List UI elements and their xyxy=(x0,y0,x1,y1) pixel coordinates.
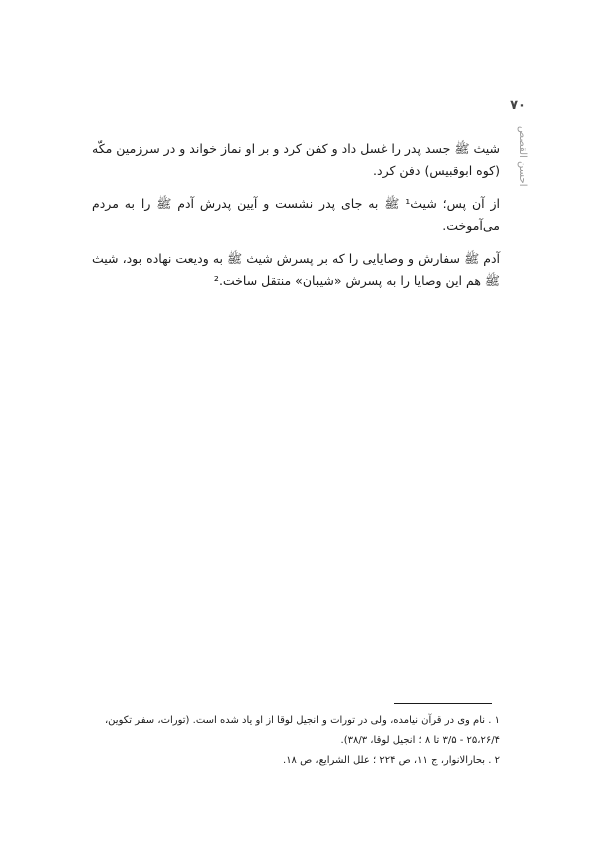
paragraph-2: از آن پس؛ شیث¹ ﷺ به جای پدر نشست و آیین پدرش آدم ﷺ را به مردم می‌آموخت. xyxy=(92,196,500,233)
paragraph-3: آدم ﷺ سفارش و وصایایی را که بر پسرش شیث ﷺ به ودیعت نهاده بود، شیث ﷺ هم این وصایا را به پسرش «شیبان» منتقل ساخت.² xyxy=(92,251,500,288)
footnote-1: ۱ . نام وی در قرآن نیامده، ولی در تورات و انجیل لوقا از او یاد شده است. (تورات، سفر تکوین، ۲۵،۲۶/۴ - ۳/۵ تا ۸ ؛ انجیل لوقا، ۳۸/۳). xyxy=(104,715,500,746)
footnotes xyxy=(92,711,500,771)
footnote-divider xyxy=(394,703,492,704)
footnote-2: ۲ . بحارالانوار، ج ۱۱، ص ۲۲۴ ؛ علل الشرایع، ص ۱۸. xyxy=(283,755,500,766)
page-number: ۷۰ xyxy=(510,98,526,113)
running-title: احسن القصص xyxy=(517,126,528,187)
main-text xyxy=(92,138,500,303)
paragraph-1: شیث ﷺ جسد پدر را غسل داد و کفن کرد و بر او نماز خواند و در سرزمین مکّه (کوه ابوقبیس) دفن کرد. xyxy=(92,141,500,178)
